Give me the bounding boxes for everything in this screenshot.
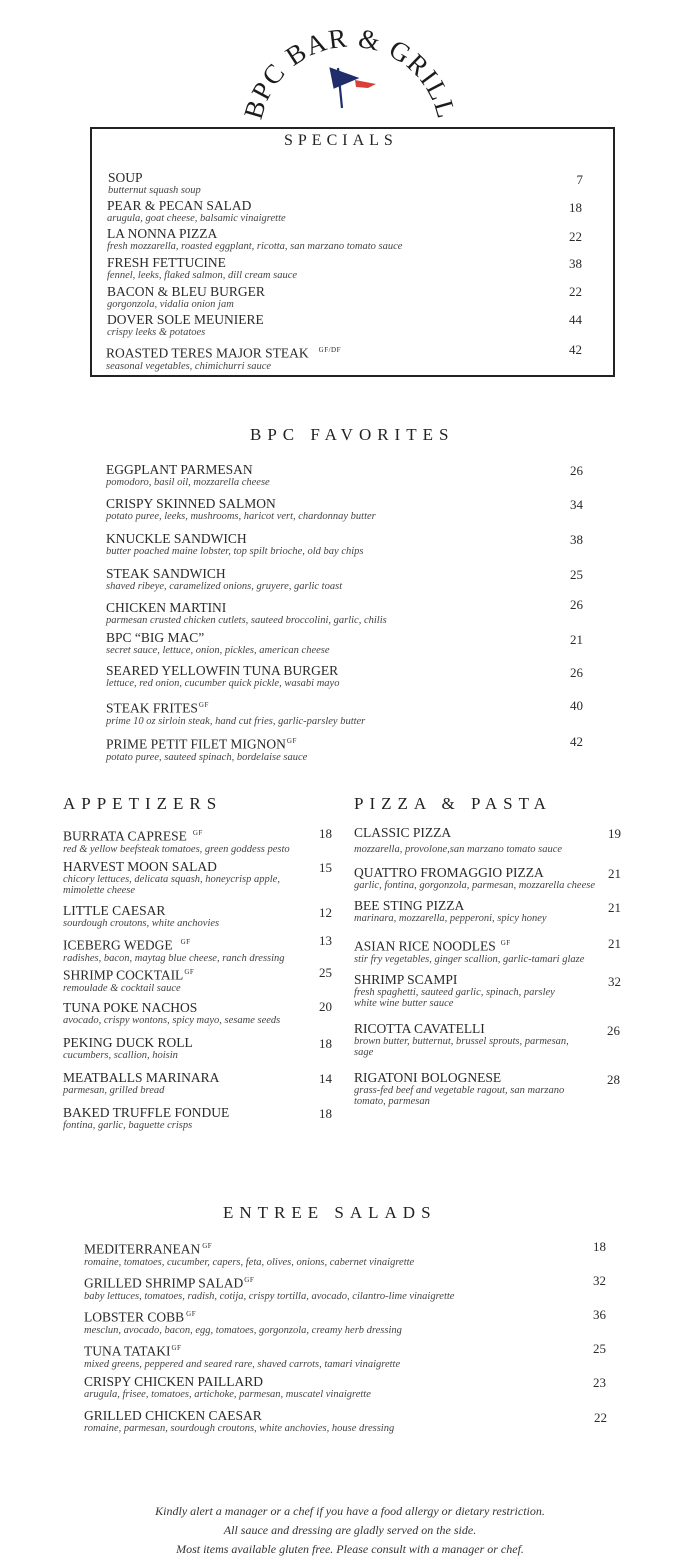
menu-item [107, 227, 402, 252]
item-name: SHRIMP COCKTAIL [63, 967, 184, 983]
item-price: 26 [570, 463, 583, 478]
item-price: 42 [569, 342, 582, 357]
item-desc: fennel, leeks, flaked salmon, dill cream sauce [107, 270, 298, 281]
item-desc: marinara, mozzarella, pepperoni, spicy honey [354, 913, 547, 924]
item-price: 18 [319, 1036, 332, 1051]
menu-item [107, 313, 264, 338]
item-name: BPC “BIG MAC” [106, 630, 205, 645]
menu-item [106, 664, 339, 689]
brand-logo [230, 14, 470, 126]
item-desc: gorgonzola, vidalia onion jam [107, 299, 234, 310]
brand-name: BPC BAR & GRILL [237, 22, 463, 123]
item-desc: grass-fed beef and vegetable ragout, san marzano tomato, parmesan [354, 1085, 565, 1107]
menu-item [354, 899, 547, 924]
item-desc: fontina, garlic, baguette crisps [63, 1120, 193, 1131]
menu-item [107, 199, 286, 224]
item-name: STEAK FRITES [106, 700, 198, 716]
item-name: SOUP [108, 170, 143, 185]
menu-item [84, 1273, 454, 1302]
item-desc: crispy leeks & potatoes [107, 327, 206, 338]
menu-item [106, 343, 341, 372]
item-tag: GF/DF [318, 346, 341, 354]
item-price: 25 [593, 1341, 606, 1356]
menu-item [63, 1071, 219, 1096]
item-tag: GF [244, 1276, 255, 1284]
menu-item [106, 601, 387, 626]
item-desc: baby lettuces, tomatoes, radish, cotija, crispy tortilla, avocado, cilantro-lime vinaigrette [84, 1290, 455, 1302]
menu-item [354, 826, 562, 855]
item-desc: parmesan, grilled bread [63, 1085, 165, 1096]
item-name: GRILLED SHRIMP SALAD [84, 1275, 244, 1291]
item-price: 19 [608, 826, 621, 841]
item-desc: arugula, frisee, tomatoes, artichoke, parmesan, muscatel vinaigrette [84, 1389, 371, 1400]
item-name: SEARED YELLOWFIN TUNA BURGER [106, 663, 339, 678]
item-desc: red & yellow beefsteak tomatoes, green goddess pesto [63, 843, 290, 855]
menu-item [84, 1307, 402, 1336]
item-tag: GF [198, 701, 209, 709]
item-price: 32 [608, 974, 621, 989]
item-name: QUATTRO FROMAGGIO PIZZA [354, 865, 544, 880]
item-name: EGGPLANT PARMESAN [106, 462, 253, 477]
item-name: MEATBALLS MARINARA [63, 1070, 220, 1085]
item-name: LITTLE CAESAR [63, 903, 166, 918]
footer-line: Kindly alert a manager or a chef if you have a food allergy or dietary restriction. [155, 1504, 545, 1518]
item-desc: potato puree, sauteed spinach, bordelaise sauce [106, 751, 308, 763]
item-price: 44 [569, 312, 582, 327]
item-name: BAKED TRUFFLE FONDUE [63, 1105, 230, 1120]
item-price: 22 [569, 284, 582, 299]
menu-item [63, 1001, 280, 1026]
menu-item [106, 497, 376, 522]
item-desc: secret sauce, lettuce, onion, pickles, american cheese [106, 645, 330, 656]
item-desc: potato puree, leeks, mushrooms, haricot vert, chardonnay butter [106, 511, 376, 522]
pizza-pasta-title: PIZZA & PASTA [354, 794, 552, 813]
item-price: 28 [607, 1072, 620, 1087]
menu-item [107, 285, 265, 310]
item-desc: prime 10 oz sirloin steak, hand cut fries, garlic-parsley butter [106, 715, 366, 727]
menu-item [354, 1022, 586, 1058]
item-name: BEE STING PIZZA [354, 898, 465, 913]
item-tag: GF [286, 737, 297, 745]
item-desc: avocado, crispy wontons, spicy mayo, sesame seeds [63, 1015, 281, 1026]
item-tag: GF [500, 939, 511, 947]
item-price: 13 [319, 933, 332, 948]
menu-item [63, 935, 285, 964]
item-price: 21 [608, 866, 621, 881]
item-name: MEDITERRANEAN [84, 1241, 201, 1257]
item-name: CHICKEN MARTINI [106, 600, 227, 615]
item-name: HARVEST MOON SALAD [63, 859, 217, 874]
item-desc: shaved ribeye, caramelized onions, gruyere, garlic toast [106, 581, 343, 592]
item-price: 21 [608, 900, 621, 915]
item-name: BACON & BLEU BURGER [107, 284, 265, 299]
item-price: 26 [570, 665, 583, 680]
item-desc: butternut squash soup [108, 185, 201, 196]
item-tag: GF [171, 1344, 182, 1352]
menu-item [84, 1341, 400, 1370]
item-price: 34 [570, 497, 583, 512]
item-tag: GF [202, 1242, 213, 1250]
menu-item [84, 1409, 394, 1434]
item-desc: chicory lettuces, delicata squash, honeycrisp apple, mimolette cheese [63, 874, 280, 896]
menu-item [63, 826, 290, 855]
menu-item [106, 734, 307, 763]
item-price: 18 [319, 826, 332, 841]
item-price: 25 [570, 567, 583, 582]
item-desc: radishes, bacon, maytag blue cheese, ranch dressing [63, 952, 285, 964]
menu-item [106, 463, 270, 488]
item-price: 42 [570, 734, 583, 749]
item-price: 32 [593, 1273, 606, 1288]
item-name: FRESH FETTUCINE [107, 255, 226, 270]
item-name: LA NONNA PIZZA [107, 226, 218, 241]
item-price: 23 [593, 1375, 606, 1390]
item-desc: romaine, parmesan, sourdough croutons, white anchovies, house dressing [84, 1423, 395, 1434]
item-desc: stir fry vegetables, ginger scallion, garlic-tamari glaze [354, 953, 585, 965]
item-name: CLASSIC PIZZA [354, 825, 452, 840]
item-desc: garlic, fontina, gorgonzola, parmesan, mozzarella cheese [354, 880, 595, 891]
menu-item [106, 532, 364, 557]
allergy-notice [0, 1502, 700, 1559]
item-desc: sourdough croutons, white anchovies [63, 918, 220, 929]
item-desc: pomodoro, basil oil, mozzarella cheese [106, 477, 270, 488]
item-price: 38 [569, 256, 582, 271]
item-desc: butter poached maine lobster, top spilt brioche, old bay chips [106, 546, 364, 557]
menu-item [63, 904, 219, 929]
item-name: STEAK SANDWICH [106, 566, 226, 581]
item-name: PEKING DUCK ROLL [63, 1035, 193, 1050]
menu-item [354, 1071, 576, 1107]
item-name: ICEBERG WEDGE [63, 937, 173, 953]
item-desc: romaine, tomatoes, cucumber, capers, feta, olives, onions, cabernet vinaigrette [84, 1256, 415, 1268]
menu-item [63, 860, 293, 896]
item-name: BURRATA CAPRESE [63, 828, 187, 844]
menu-item [63, 1106, 229, 1131]
item-price: 25 [319, 965, 332, 980]
item-tag: GF [184, 968, 195, 976]
item-desc: mesclun, avocado, bacon, egg, tomatoes, gorgonzola, creamy herb dressing [84, 1324, 402, 1336]
appetizers-title: APPETIZERS [63, 794, 223, 813]
item-price: 18 [569, 200, 582, 215]
item-name: GRILLED CHICKEN CAESAR [84, 1408, 262, 1423]
item-desc: cucumbers, scallion, hoisin [63, 1050, 178, 1061]
item-name: RICOTTA CAVATELLI [354, 1021, 485, 1036]
item-name: TUNA POKE NACHOS [63, 1000, 198, 1015]
item-name: DOVER SOLE MEUNIERE [107, 312, 264, 327]
item-price: 26 [570, 597, 583, 612]
item-name: PEAR & PECAN SALAD [107, 198, 252, 213]
menu-item [106, 567, 342, 592]
item-price: 22 [594, 1410, 607, 1425]
footer-line: Most items available gluten free. Please consult with a manager or chef. [176, 1542, 524, 1556]
item-name: ROASTED TERES MAJOR STEAK [106, 345, 309, 361]
item-desc: remoulade & cocktail sauce [63, 982, 181, 994]
item-price: 14 [319, 1071, 332, 1086]
item-price: 18 [593, 1239, 606, 1254]
item-price: 20 [319, 999, 332, 1014]
menu-item [354, 936, 584, 965]
specials-title: SPECIALS [284, 132, 398, 149]
menu-item [106, 631, 330, 656]
menu-item [354, 866, 595, 891]
item-name: SHRIMP SCAMPI [354, 972, 458, 987]
item-price: 22 [569, 229, 582, 244]
item-desc: seasonal vegetables, chimichurri sauce [106, 360, 272, 372]
item-price: 36 [593, 1307, 606, 1322]
item-name: ASIAN RICE NOODLES [354, 938, 496, 954]
item-name: CRISPY CHICKEN PAILLARD [84, 1374, 264, 1389]
item-name: PRIME PETIT FILET MIGNON [106, 736, 286, 752]
menu-item [107, 256, 297, 281]
menu-item [84, 1239, 414, 1268]
menu-item [106, 698, 365, 727]
item-price: 18 [319, 1106, 332, 1121]
item-name: CRISPY SKINNED SALMON [106, 496, 276, 511]
item-name: RIGATONI BOLOGNESE [354, 1070, 502, 1085]
menu-item [108, 171, 201, 196]
item-price: 12 [319, 905, 332, 920]
item-name: LOBSTER COBB [84, 1309, 185, 1325]
item-desc: mixed greens, peppered and seared rare, shaved carrots, tamari vinaigrette [84, 1358, 401, 1370]
item-price: 21 [570, 632, 583, 647]
item-desc: brown butter, butternut, brussel sprouts, parmesan, sage [354, 1036, 569, 1058]
item-tag: GF [186, 1310, 197, 1318]
footer-line: All sauce and dressing are gladly served on the side. [223, 1523, 477, 1537]
item-name: KNUCKLE SANDWICH [106, 531, 247, 546]
item-desc: parmesan crusted chicken cutlets, sauteed broccolini, garlic, chilis [106, 615, 387, 626]
item-price: 26 [607, 1023, 620, 1038]
item-desc: mozzarella, provolone,san marzano tomato sauce [354, 844, 563, 855]
item-price: 38 [570, 532, 583, 547]
favorites-title: BPC FAVORITES [250, 425, 455, 444]
menu-item [63, 965, 194, 994]
item-name: TUNA TATAKI [84, 1343, 171, 1359]
menu-item [63, 1036, 193, 1061]
item-desc: lettuce, red onion, cucumber quick pickle, wasabi mayo [106, 678, 340, 689]
specials-box [90, 127, 615, 377]
menu-item [354, 973, 574, 1009]
item-desc: fresh spaghetti, sauteed garlic, spinach, parsley white wine butter sauce [354, 987, 555, 1009]
item-tag: GF [192, 829, 203, 837]
item-tag: GF [180, 938, 191, 946]
item-price: 15 [319, 860, 332, 875]
entree-salads-title: ENTREE SALADS [223, 1203, 437, 1222]
item-price: 40 [570, 698, 583, 713]
menu-item [84, 1375, 371, 1400]
flag-icon [330, 68, 376, 108]
item-price: 21 [608, 936, 621, 951]
item-desc: fresh mozzarella, roasted eggplant, ricotta, san marzano tomato sauce [107, 241, 403, 252]
item-desc: arugula, goat cheese, balsamic vinaigrette [107, 213, 286, 224]
item-price: 7 [576, 172, 583, 187]
